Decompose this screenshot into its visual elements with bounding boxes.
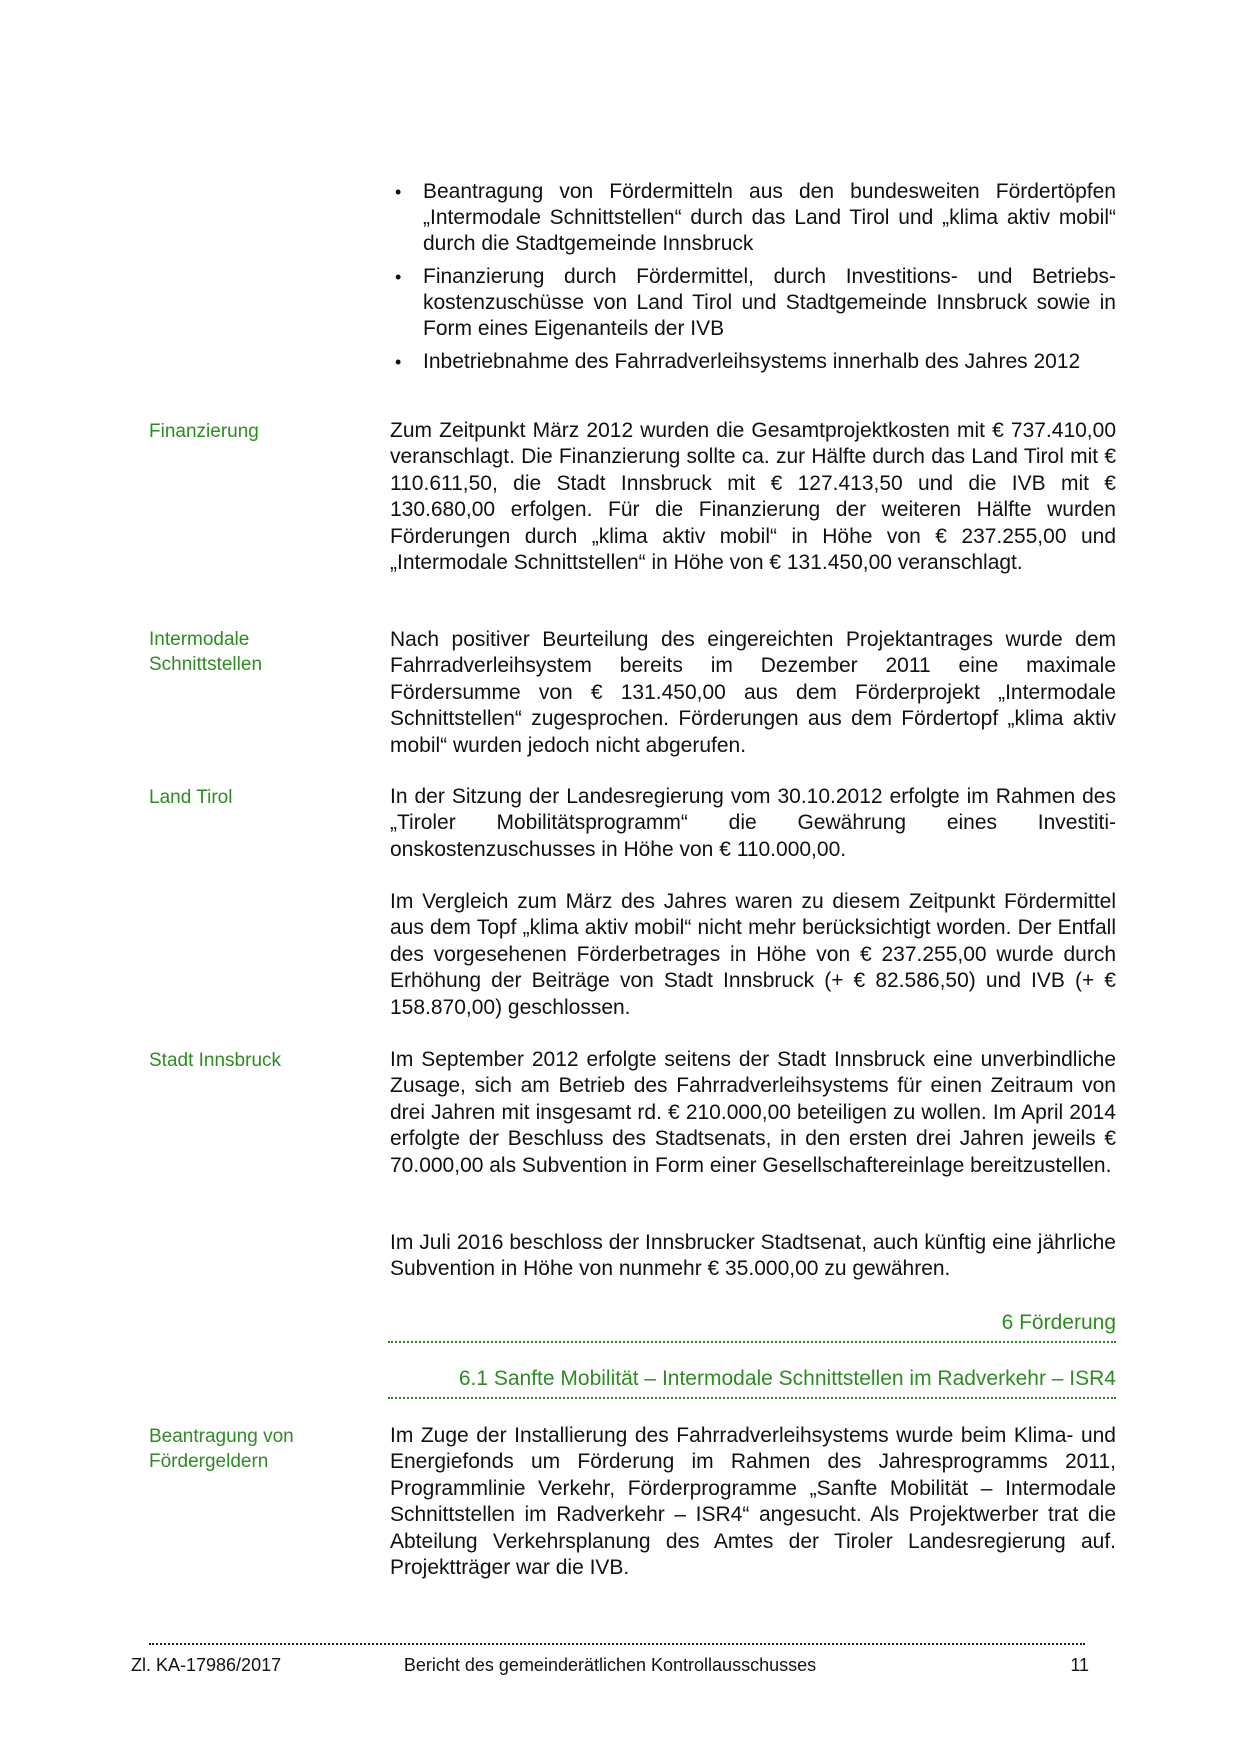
- list-item: [390, 349, 1116, 375]
- margin-label-finanzierung: Finanzierung: [149, 421, 259, 442]
- document-reference: Zl. KA-17986/2017: [131, 1655, 282, 1675]
- margin-label-stadt-innsbruck: Stadt Innsbruck: [149, 1050, 282, 1071]
- chapter-divider: [388, 1341, 1116, 1343]
- margin-label-intermodale: Intermodale Schnittstellen: [149, 629, 263, 675]
- page-footer: [131, 1652, 1089, 1678]
- bullet-list: [390, 179, 1116, 382]
- paragraph-beantragung: Im Zuge der Installierung des Fahrradverleihsystems wurde beim Klima- und Energiefonds um Förderung im Rahmen des Jahresprogramms 2011, Programmlinie Verkehr, Förderprogramme „Sanfte Mobilität – Intermodale Schnittstellen im Radverkehr – ISR4“ angesucht. Als Projektwerber trat die Abteilung Verkehrsplanung des Amtes der Tiroler Landesregierung auf. Projektträger war die IVB.: [390, 1424, 1116, 1580]
- page-number: 11: [1070, 1655, 1089, 1675]
- footer-divider: [149, 1643, 1085, 1645]
- list-item: [390, 179, 1116, 257]
- bullet-icon: •: [395, 267, 402, 287]
- document-title: Bericht des gemeinderätlichen Kontrollausschusses: [403, 1655, 817, 1675]
- bullet-text: Inbetriebnahme des Fahrradverleihsystems innerhalb des Jahres 2012: [423, 350, 1081, 373]
- section-heading: 6.1 Sanfte Mobilität – Intermodale Schnittstellen im Radverkehr – ISR4: [458, 1367, 1116, 1390]
- section-divider: [388, 1397, 1116, 1399]
- bullet-text: Finanzierung durch Fördermittel, durch Investitions- und Betriebskostenzuschüsse von Land Tirol und Stadtgemeinde Innsbruck sowie in Form eines Eigenanteils der IVB: [423, 265, 1116, 340]
- list-item: [390, 264, 1116, 342]
- paragraph-land-tirol-1: In der Sitzung der Landesregierung vom 30.10.2012 erfolgte im Rahmen des „Tiroler Mobilitätsprogramm“ die Gewährung eines Investitionskostenzuschusses in Höhe von € 110.000,00.: [390, 785, 1116, 861]
- margin-label-land-tirol: Land Tirol: [149, 787, 233, 808]
- paragraph-stadt-innsbruck-2: Im Juli 2016 beschloss der Innsbrucker Stadtsenat, auch künftig eine jährliche Subvention in Höhe von nunmehr € 35.000,00 zu gewähren.: [390, 1231, 1116, 1281]
- bullet-icon: •: [395, 352, 402, 372]
- margin-label-beantragung: Beantragung von Fördergeldern: [149, 1426, 294, 1472]
- bullet-text: Beantragung von Fördermitteln aus den bundesweiten Fördertöpfen „Intermodale Schnittstellen“ durch das Land Tirol und „klima aktiv mobil“ durch die Stadtgemeinde Innsbruck: [423, 180, 1116, 255]
- chapter-heading: 6 Förderung: [1001, 1311, 1116, 1334]
- paragraph-intermodale: Nach positiver Beurteilung des eingereichten Projektantrages wurde dem Fahrradverleihsystem bereits im Dezember 2011 eine maximale Fördersumme von € 131.450,00 aus dem Förderprojekt „Intermodale Schnittstellen“ zugesprochen. Förderungen aus dem Fördertopf „klima aktiv mobil“ wurden jedoch nicht abgerufen.: [390, 628, 1116, 757]
- paragraph-stadt-innsbruck-1: Im September 2012 erfolgte seitens der Stadt Innsbruck eine unverbindliche Zusage, sich am Betrieb des Fahrradverleihsystems für einen Zeitraum von drei Jahren mit insgesamt rd. € 210.000,00 beteiligen zu wollen. Im April 2014 erfolgte der Beschluss des Stadtsenats, in den ersten drei Jahren jeweils € 70.000,00 als Subvention in Form einer Gesellschaftereinlage bereitzustellen.: [390, 1048, 1116, 1177]
- bullet-icon: •: [395, 182, 402, 202]
- paragraph-finanzierung: Zum Zeitpunkt März 2012 wurden die Gesamtprojektkosten mit € 737.410,00 veranschlagt. Die Finanzierung sollte ca. zur Hälfte durch das Land Tirol mit € 110.611,50, die Stadt Innsbruck mit € 127.413,50 und die IVB mit € 130.680,00 erfolgen. Für die Finanzierung der weiteren Hälfte wurden Förderungen durch „klima aktiv mobil“ in Höhe von € 237.255,00 und „Intermodale Schnittstellen“ in Höhe von € 131.450,00 veranschlagt.: [390, 419, 1116, 575]
- paragraph-land-tirol-2: Im Vergleich zum März des Jahres waren zu diesem Zeitpunkt Fördermittel aus dem Topf „klima aktiv mobil“ nicht mehr berücksichtigt worden. Der Entfall des vorgesehenen Förderbetrages in Höhe von € 237.255,00 wurde durch Erhöhung der Beiträge von Stadt Innsbruck (+ € 82.586,50) und IVB (+ € 158.870,00) geschlossen.: [390, 890, 1116, 1019]
